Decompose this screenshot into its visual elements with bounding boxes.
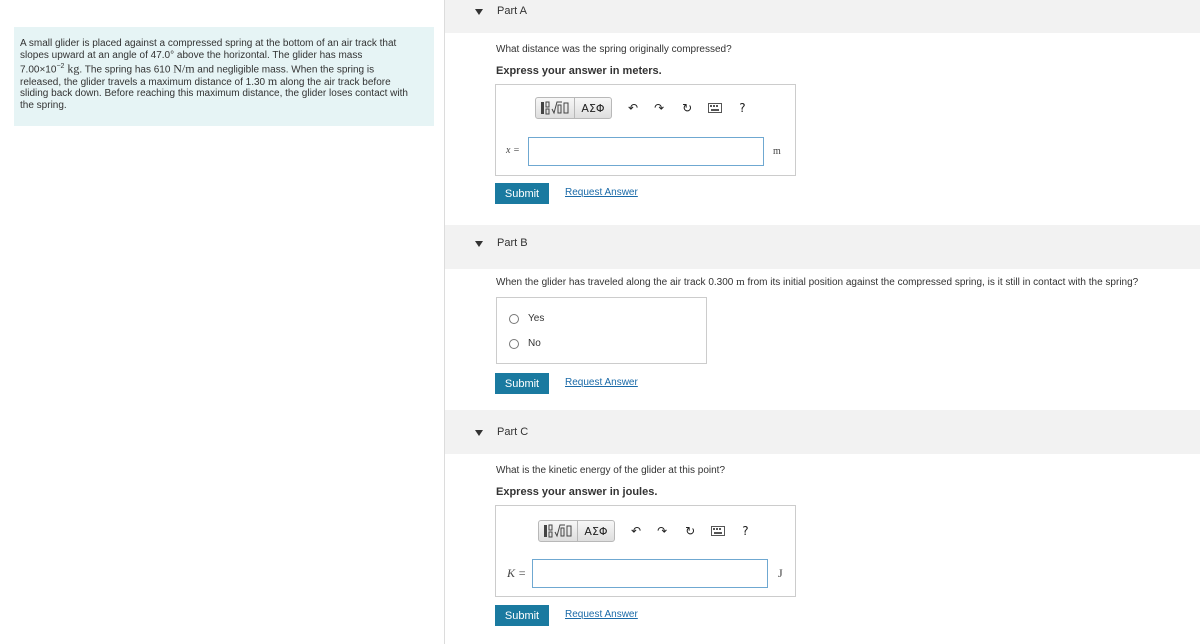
part-b-question-a: When the glider has traveled along the air track 0.300 xyxy=(496,277,737,288)
spring-const-unit: N/m xyxy=(173,61,195,76)
spring-const-text: . The spring has 610 xyxy=(79,64,174,76)
collapse-triangle-icon[interactable] xyxy=(475,430,483,436)
greek-button[interactable]: ΑΣΦ xyxy=(584,524,608,538)
templates-button[interactable] xyxy=(539,521,577,541)
problem-line-2: slopes upward at an angle of 47.0° above the horizontal. The glider has mass xyxy=(20,49,363,61)
part-c-title: Part C xyxy=(497,426,529,438)
choice-yes-label: Yes xyxy=(528,313,545,324)
part-a-toolbar xyxy=(535,97,746,119)
part-b-title: Part B xyxy=(497,237,528,249)
part-c-toolbar xyxy=(538,520,749,542)
greek-button[interactable]: ΑΣΦ xyxy=(581,101,605,115)
problem-line-6: the spring. xyxy=(20,99,67,111)
part-a-answer-box xyxy=(495,84,796,176)
part-a-variable-label: x = xyxy=(506,145,520,156)
distance-unit: m xyxy=(267,73,278,88)
part-a-title: Part A xyxy=(497,5,527,17)
part-a-question: What distance was the spring originally compressed? xyxy=(496,44,732,55)
column-divider xyxy=(444,0,445,644)
templates-group xyxy=(535,97,612,119)
part-a-answer-input[interactable] xyxy=(528,137,764,166)
part-c-header[interactable] xyxy=(445,410,1200,454)
redo-icon[interactable]: ↷ xyxy=(654,101,665,115)
part-c-answer-input[interactable] xyxy=(532,559,768,588)
part-a-header[interactable] xyxy=(445,0,1200,33)
problem-line-4 xyxy=(20,73,426,89)
part-b-request-answer-link[interactable]: Request Answer xyxy=(565,377,638,388)
part-c-question: What is the kinetic energy of the glider at this point? xyxy=(496,465,726,476)
part-c-unit: J xyxy=(778,566,783,580)
mass-exponent: −2 xyxy=(56,63,65,70)
problem-line-3 xyxy=(20,61,426,76)
fraction-root-icon xyxy=(543,523,573,539)
reset-icon[interactable]: ↻ xyxy=(682,101,693,115)
templates-group xyxy=(538,520,615,542)
part-b-submit-button[interactable]: Submit xyxy=(495,373,549,394)
keyboard-icon[interactable] xyxy=(708,103,722,113)
problem-line-3-end: and negligible mass. When the spring is xyxy=(194,64,375,76)
part-a-submit-button[interactable]: Submit xyxy=(495,183,549,204)
part-b-header[interactable] xyxy=(445,225,1200,269)
collapse-triangle-icon[interactable] xyxy=(475,9,483,15)
keyboard-icon[interactable] xyxy=(711,526,725,536)
choice-no-label: No xyxy=(528,338,541,349)
fraction-root-icon xyxy=(540,100,570,116)
reset-icon[interactable]: ↻ xyxy=(685,524,696,538)
part-a-unit: m xyxy=(773,146,781,157)
problem-statement xyxy=(14,27,434,126)
mass-unit: kg xyxy=(64,61,80,76)
part-a-request-answer-link[interactable]: Request Answer xyxy=(565,187,638,198)
part-a-instruction: Express your answer in meters. xyxy=(496,65,662,77)
choice-no[interactable] xyxy=(509,338,541,349)
mass-value: 7.00×10 xyxy=(20,64,57,76)
undo-icon[interactable]: ↶ xyxy=(631,524,642,538)
part-b-choices xyxy=(496,297,707,364)
part-b-question xyxy=(496,276,1138,288)
part-c-answer-box xyxy=(495,505,796,597)
distance-text: released, the glider travels a maximum distance of 1.30 xyxy=(20,76,268,88)
part-c-request-answer-link[interactable]: Request Answer xyxy=(565,609,638,620)
part-c-instruction: Express your answer in joules. xyxy=(496,486,658,498)
problem-line-1: A small glider is placed against a compressed spring at the bottom of an air track that xyxy=(20,38,397,49)
part-c-variable-label: K = xyxy=(507,566,527,580)
help-button[interactable]: ? xyxy=(742,524,749,538)
part-b-question-unit: m xyxy=(736,276,745,288)
problem-line-5: sliding back down. Before reaching this maximum distance, the glider loses contact with xyxy=(20,88,408,100)
redo-icon[interactable]: ↷ xyxy=(657,524,668,538)
radio-yes[interactable] xyxy=(509,314,519,324)
help-button[interactable]: ? xyxy=(739,101,746,115)
radio-no[interactable] xyxy=(509,339,519,349)
part-b-question-b: from its initial position against the compressed spring, is it still in contact with the spring? xyxy=(744,277,1139,288)
undo-icon[interactable]: ↶ xyxy=(628,101,639,115)
choice-yes[interactable] xyxy=(509,313,544,324)
collapse-triangle-icon[interactable] xyxy=(475,241,483,247)
part-c-submit-button[interactable]: Submit xyxy=(495,605,549,626)
problem-line-4-end: along the air track before xyxy=(277,76,391,88)
templates-button[interactable] xyxy=(536,98,574,118)
